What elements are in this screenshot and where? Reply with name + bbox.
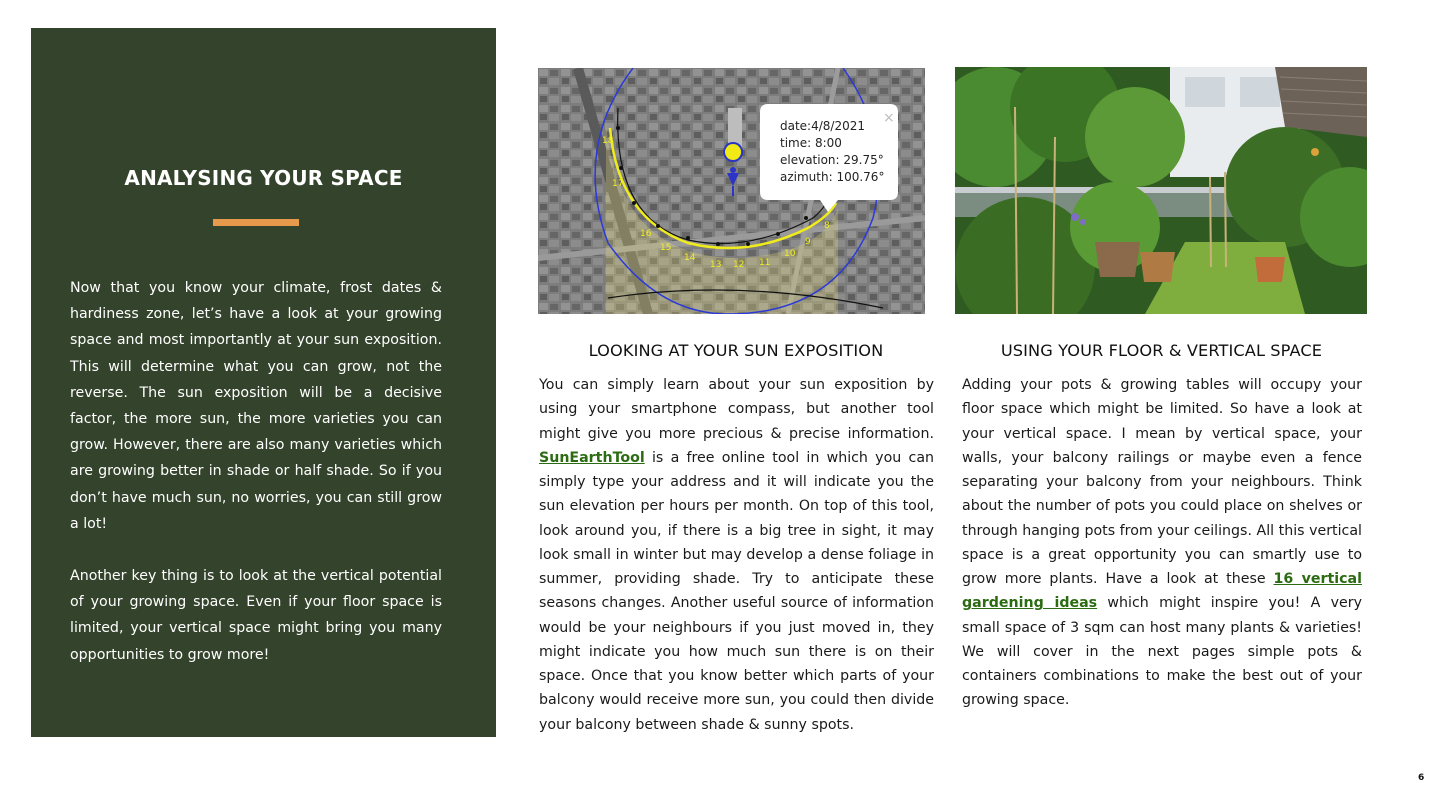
hour-label: 16 [640,229,652,239]
hour-label: 13 [710,260,722,270]
tooltip-date: date:4/8/2021 [780,119,865,133]
sun-path-map-image [538,68,925,314]
sun-tooltip [760,104,898,212]
hour-label: 8 [824,221,830,231]
intro-paragraph-1: Now that you know your climate, frost dates & hardiness zone, let’s have a look at your growing space and most importantly at your sun exposition. This will determine what you can grow, not the reverse. The sun exposition will be a decisive factor, the more sun, the more varieties you can grow. However, there are also many varieties which are growing better in shade or half shade. So if you don’t have much sun, no worries, you can still grow a lot! [70,280,442,532]
sun-exposition-title: LOOKING AT YOUR SUN EXPOSITION [588,341,884,360]
close-icon[interactable]: × [883,110,895,126]
sun-exposition-text [539,373,934,737]
vertical-text-part-1: Adding your pots & growing tables will occupy your floor space which might be limited. So have a look at your vertical space. I mean by vertical space, your walls, your balcony railings or maybe even a fence separating your balcony from your neighbours. Think about the number of pots you could place on shelves or through hanging pots from your ceilings. All this vertical space is a great opportunity you can smartly use to grow more plants. Have a look at these [962,377,1362,587]
tooltip-azimuth: azimuth: 100.76° [780,170,885,184]
hour-label: 10 [784,249,796,259]
title-underline [213,219,299,226]
hour-label: 12 [733,260,745,270]
hour-label: 18 [602,136,614,146]
vertical-gardening-ideas-link[interactable]: 16 vertical gardening ideas [962,571,1362,612]
hour-label: 17 [612,179,624,189]
intro-panel [31,28,496,737]
sun-text-part-2: is a free online tool in which you can simply type your address and it will indicate you the sun elevation per hours per month. On top of this tool, look around you, if there is a big tree in sight, it may look small in winter but may develop a dense foliage in summer, providing shade. Try to anticipate these seasons changes. Another useful source of information would be your neighbours if you just moved in, they might indicate you how much sun there is on their space. Once that you know better which parts of your balcony would receive more sun, you could then divide your balcony between shade & sunny spots. [539,449,934,733]
hour-label: 9 [805,237,811,247]
vertical-space-title: USING YOUR FLOOR & VERTICAL SPACE [1000,341,1323,360]
sunearthtool-link[interactable]: SunEarthTool [539,449,645,466]
hour-label: 15 [660,243,672,253]
tooltip-time: time: 8:00 [780,136,842,150]
intro-paragraph-2: Another key thing is to look at the vertical potential of your growing space. Even if your floor space is limited, your vertical space might bring you many opportunities to grow more! [70,568,442,663]
tooltip-elevation: elevation: 29.75° [780,153,884,167]
hour-label: 11 [759,258,771,268]
sun-text-part-1: You can simply learn about your sun exposition by using your smartphone compass, but another tool might give you more precious & precise information. [539,377,934,442]
vertical-text-part-2: which might inspire you! A very small space of 3 sqm can host many plants & varieties! We will cover in the next pages simple pots & containers combinations to make the best out of your growing space. [962,595,1362,709]
section-title: ANALYSING YOUR SPACE [124,166,403,190]
vertical-space-text [962,373,1362,713]
balcony-garden-photo [955,67,1367,314]
hour-label: 14 [684,253,696,263]
page-number: 6 [1418,773,1425,783]
